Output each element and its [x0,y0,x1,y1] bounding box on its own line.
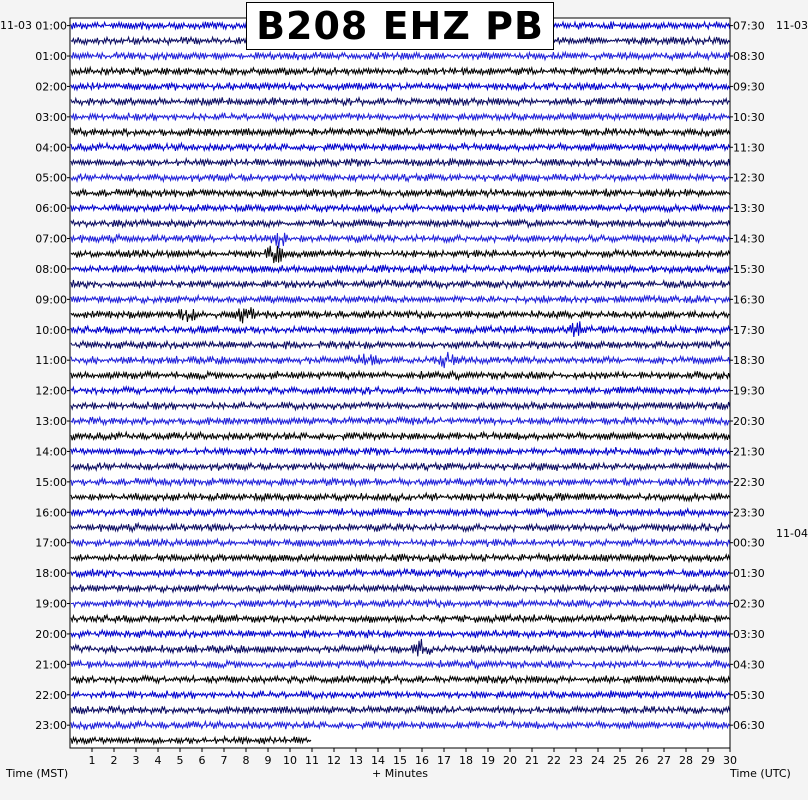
left-tick-label: 18:00 [35,567,67,581]
x-axis-ticks [89,748,738,767]
right-tick-label: 11:30 [733,141,765,155]
title-box [246,2,554,50]
x-tick-label: 16 [415,754,429,767]
right-tick-label: 04:30 [733,658,765,672]
right-tick-label: 09:30 [733,80,765,94]
right-tick-label: 14:30 [733,232,765,246]
right-tick-label: 13:30 [733,202,765,216]
right-tick-label: 18:30 [733,354,765,368]
x-tick-label: 12 [327,754,341,767]
right-tick-label: 12:30 [733,171,765,185]
x-tick-label: 13 [349,754,363,767]
left-tick-label: 15:00 [35,475,67,489]
left-axis-label: Time (MST) [6,767,69,780]
left-tick-label: 09:00 [35,293,67,307]
x-tick-label: 2 [110,754,118,767]
right-tick-label: 08:30 [733,50,765,64]
left-tick-label: 11:00 [35,354,67,368]
plot-area [70,18,730,748]
x-tick-label: 27 [657,754,671,767]
left-tick-label: 05:00 [35,171,67,185]
x-tick-label: 9 [264,754,272,767]
x-tick-label: 15 [393,754,407,767]
left-tick-label: 10:00 [35,323,67,337]
x-tick-label: 21 [525,754,539,767]
left-tick-label: 06:00 [35,202,67,216]
left-tick-label: 08:00 [35,262,67,276]
right-tick-label: 22:30 [733,475,765,489]
right-axis-label: Time (UTC) [730,767,791,780]
right-tick-label: 15:30 [733,262,765,276]
chart-title: B208 EHZ PB [256,4,544,48]
right-tick-label: 21:30 [733,445,765,459]
right-tick-label: 03:30 [733,627,765,641]
x-axis-label: + Minutes [372,767,429,780]
x-tick-label: 26 [635,754,649,767]
right-tick-label: 19:30 [733,384,765,398]
left-tick-label: 22:00 [35,688,67,702]
x-tick-label: 17 [437,754,451,767]
right-tick-label: 05:30 [733,688,765,702]
right-tick-label: 17:30 [733,323,765,337]
x-tick-label: 5 [176,754,184,767]
left-tick-label: 07:00 [35,232,67,246]
left-tick-label: 21:00 [35,658,67,672]
x-tick-label: 28 [679,754,693,767]
left-date-label: 11-03 [0,19,32,32]
left-tick-label: 16:00 [35,506,67,520]
x-tick-label: 25 [613,754,627,767]
x-tick-label: 20 [503,754,517,767]
left-time-ticks [35,20,70,733]
left-tick-label: 03:00 [35,110,67,124]
x-tick-label: 10 [283,754,297,767]
left-tick-label: 12:00 [35,384,67,398]
left-tick-label: 13:00 [35,415,67,429]
right-tick-label: 07:30 [733,19,765,33]
left-tick-label: 01:00 [35,19,67,33]
x-tick-label: 7 [220,754,228,767]
right-tick-label: 02:30 [733,597,765,611]
right-tick-label: 06:30 [733,719,765,733]
right-tick-label: 20:30 [733,415,765,429]
left-tick-label: 02:00 [35,80,67,94]
x-tick-label: 23 [569,754,583,767]
x-tick-label: 24 [591,754,605,767]
x-tick-label: 3 [132,754,140,767]
x-tick-label: 4 [154,754,162,767]
right-date-label-top: 11-03 [776,19,808,32]
x-tick-label: 8 [242,754,250,767]
x-tick-label: 29 [701,754,715,767]
x-tick-label: 18 [459,754,473,767]
right-tick-label: 23:30 [733,506,765,520]
right-tick-label: 16:30 [733,293,765,307]
x-tick-label: 6 [198,754,206,767]
right-tick-label: 01:30 [733,567,765,581]
left-tick-label: 04:00 [35,141,67,155]
left-tick-label: 17:00 [35,536,67,550]
x-tick-label: 30 [723,754,737,767]
right-date-label-mid: 11-04 [776,527,808,540]
left-tick-label: 14:00 [35,445,67,459]
right-time-ticks [730,20,765,733]
left-tick-label: 23:00 [35,719,67,733]
x-tick-label: 11 [305,754,319,767]
x-tick-label: 1 [88,754,96,767]
x-tick-label: 19 [481,754,495,767]
x-tick-label: 22 [547,754,561,767]
left-tick-label: 19:00 [35,597,67,611]
left-tick-label: 20:00 [35,627,67,641]
left-tick-label: 01:00 [35,50,67,64]
right-tick-label: 10:30 [733,110,765,124]
x-tick-label: 14 [371,754,385,767]
right-tick-label: 00:30 [733,536,765,550]
